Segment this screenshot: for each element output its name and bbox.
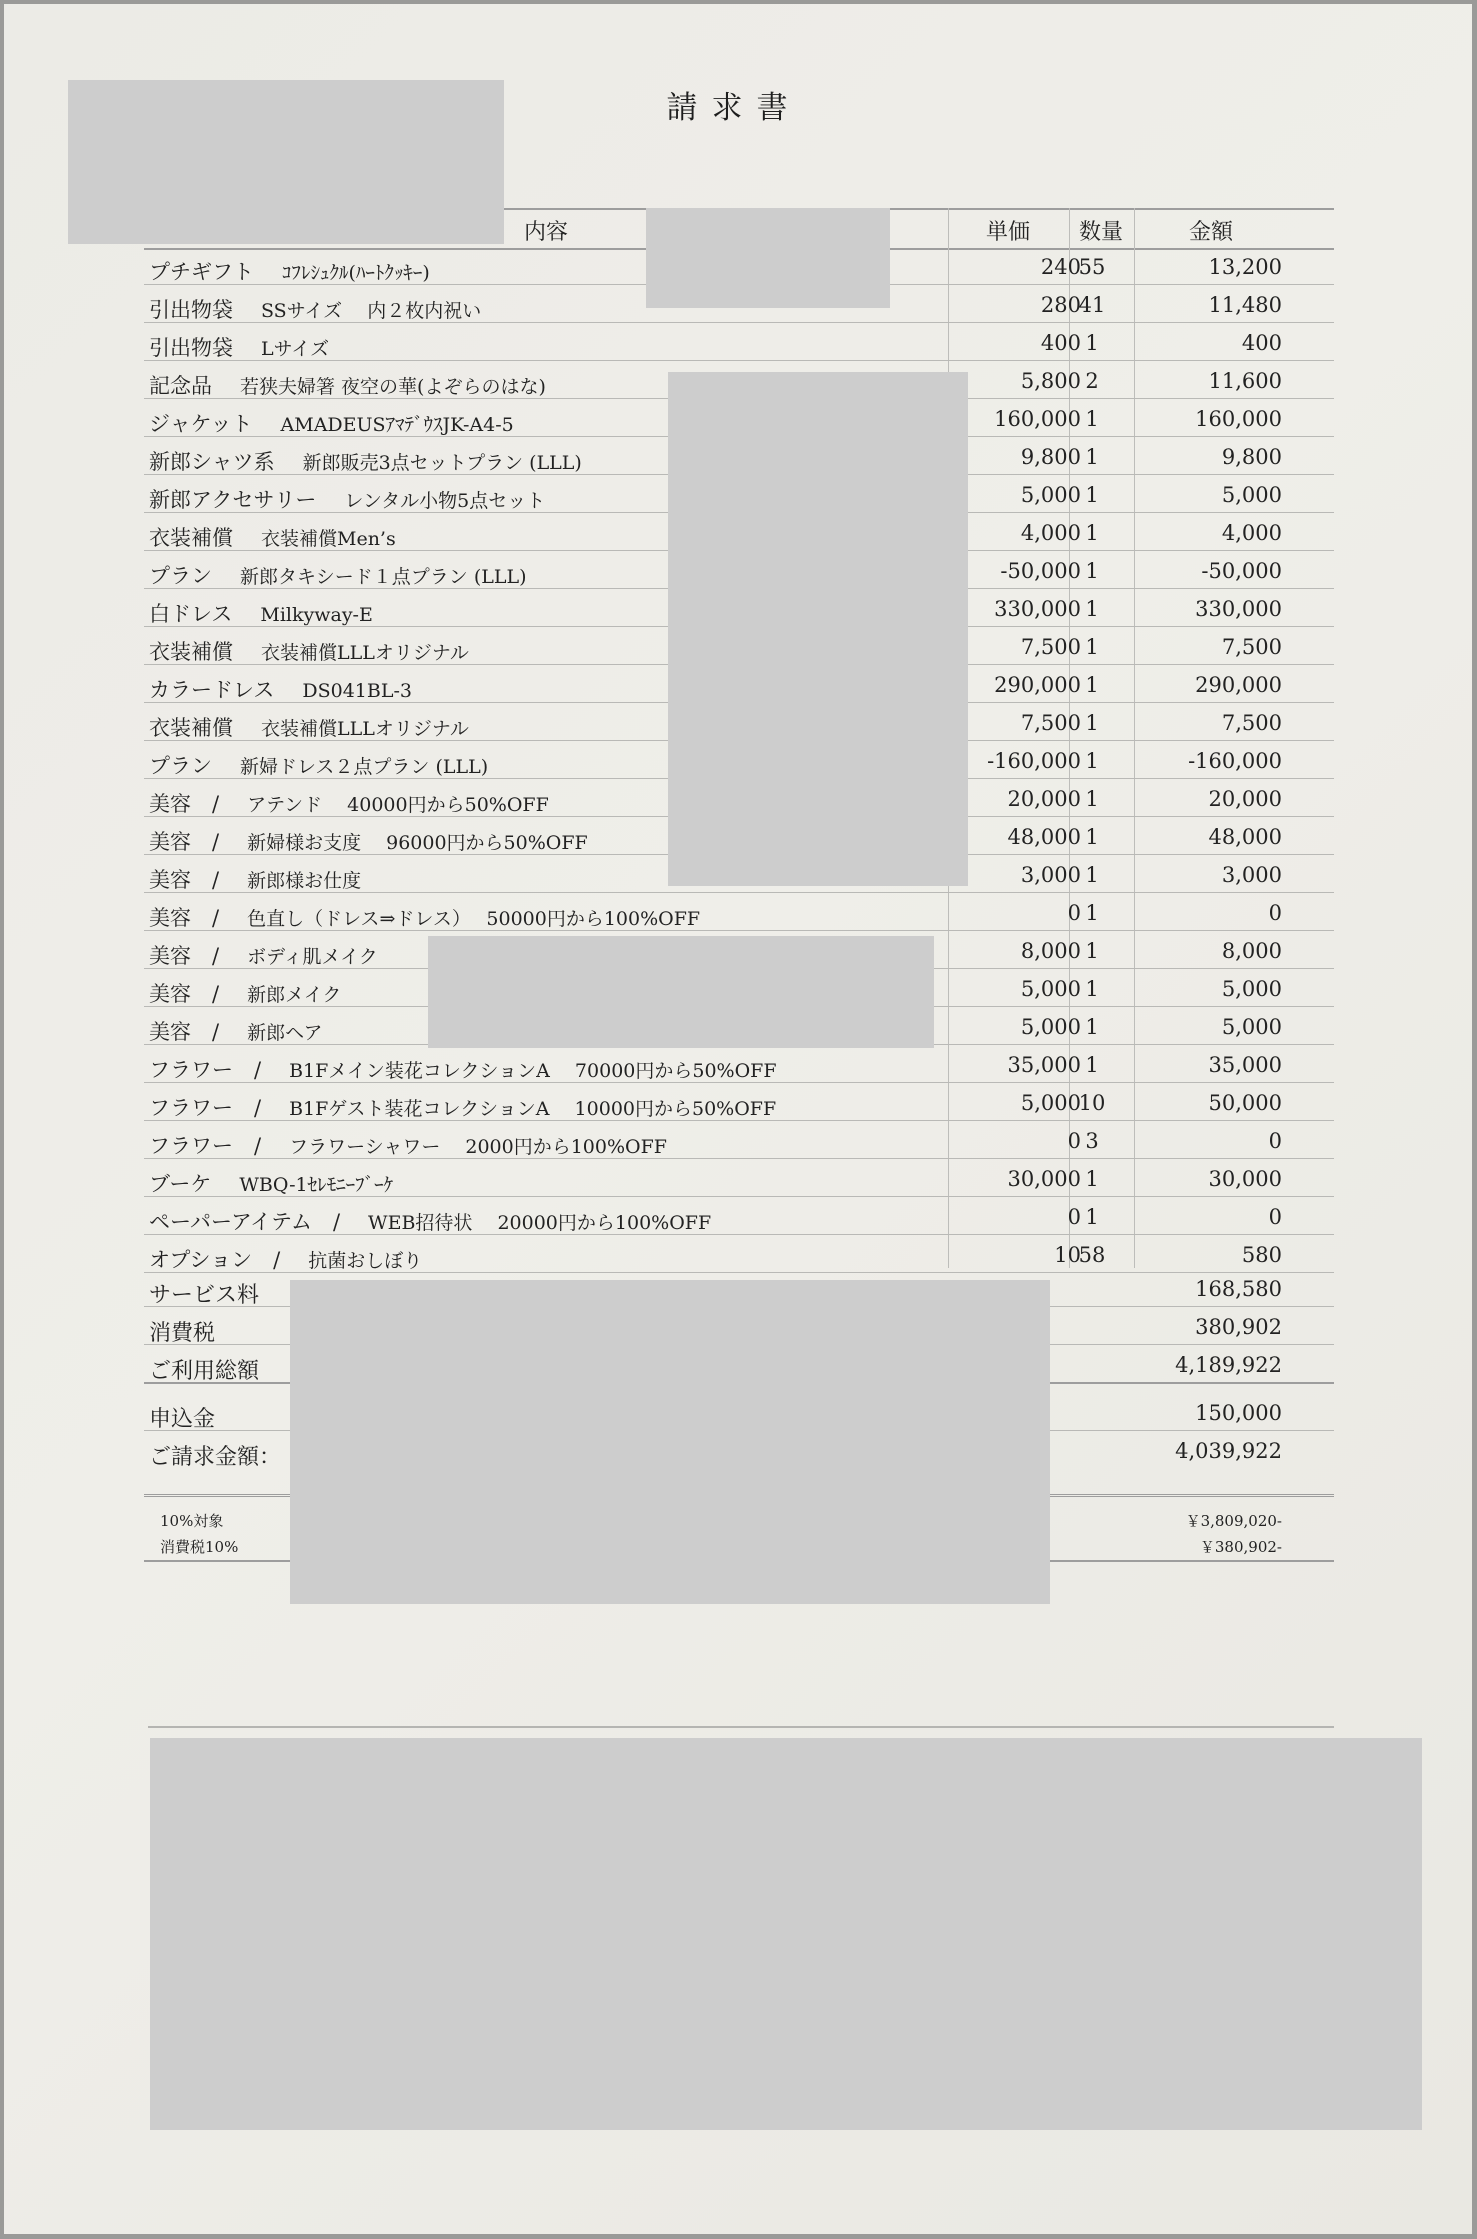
item-unit-price: 0 xyxy=(1067,1205,1081,1229)
item-category: 衣装補償 xyxy=(149,640,233,664)
item-detail: 衣装補償Men’s xyxy=(261,528,396,550)
item-category: 衣装補償 xyxy=(149,526,233,550)
item-unit-price: 10 xyxy=(1054,1243,1081,1267)
item-amount: 7,500 xyxy=(1221,711,1282,735)
header-price: 単価 xyxy=(986,220,1031,245)
item-quantity: 1 xyxy=(1085,825,1099,849)
item-detail: B1Fメイン装花コレクションA 70000円から50%OFF xyxy=(289,1060,777,1082)
item-unit-price: 5,000 xyxy=(1020,1091,1081,1115)
item-description xyxy=(149,750,488,780)
redaction-box xyxy=(428,936,934,1048)
item-amount: 5,000 xyxy=(1221,483,1282,507)
item-description xyxy=(149,256,430,286)
item-unit-price: 20,000 xyxy=(1007,787,1081,811)
item-category: 衣装補償 xyxy=(149,716,233,740)
item-category: 美容 / xyxy=(149,830,220,854)
table-row xyxy=(144,1084,1334,1121)
item-amount: -50,000 xyxy=(1201,559,1282,583)
item-unit-price: 9,800 xyxy=(1020,445,1081,469)
item-category: ジャケット xyxy=(149,412,253,436)
item-amount: 160,000 xyxy=(1195,407,1282,431)
item-quantity: 1 xyxy=(1085,597,1099,621)
item-amount: 4,000 xyxy=(1221,521,1282,545)
item-category: 新郎アクセサリー xyxy=(149,488,317,512)
item-category: 引出物袋 xyxy=(149,298,233,322)
item-quantity: 41 xyxy=(1078,293,1106,317)
item-unit-price: 4,000 xyxy=(1020,521,1081,545)
item-unit-price: 0 xyxy=(1067,1129,1081,1153)
item-quantity: 1 xyxy=(1085,407,1099,431)
item-description xyxy=(149,1130,667,1160)
item-quantity: 1 xyxy=(1085,1015,1099,1039)
item-quantity: 1 xyxy=(1085,901,1099,925)
item-quantity: 1 xyxy=(1085,673,1099,697)
summary-amount: 150,000 xyxy=(1195,1401,1282,1425)
item-amount: 580 xyxy=(1241,1243,1282,1267)
item-unit-price: 48,000 xyxy=(1007,825,1081,849)
item-description xyxy=(149,978,341,1008)
item-unit-price: 5,000 xyxy=(1020,977,1081,1001)
item-category: プラン xyxy=(149,564,212,588)
item-category: フラワー / xyxy=(149,1058,262,1082)
item-category: 美容 / xyxy=(149,1020,220,1044)
item-description xyxy=(149,332,329,362)
item-category: フラワー / xyxy=(149,1096,262,1120)
item-description xyxy=(149,826,588,856)
item-amount: 0 xyxy=(1268,901,1282,925)
item-detail: Lサイズ xyxy=(261,338,330,360)
item-detail: DS041BL-3 xyxy=(302,680,412,702)
item-description xyxy=(149,940,378,970)
table-row xyxy=(144,894,1334,931)
item-detail: B1Fゲスト装花コレクションA 10000円から50%OFF xyxy=(289,1098,777,1120)
item-category: 引出物袋 xyxy=(149,336,233,360)
item-quantity: 1 xyxy=(1085,977,1099,1001)
item-unit-price: 290,000 xyxy=(994,673,1081,697)
item-detail: 新婦様お支度 96000円から50%OFF xyxy=(247,832,588,854)
item-detail: 新郎販売3点セットプラン (LLL) xyxy=(302,452,582,474)
item-unit-price: 30,000 xyxy=(1007,1167,1081,1191)
item-quantity: 1 xyxy=(1085,787,1099,811)
summary-label: ご利用総額 xyxy=(149,1359,260,1384)
table-row xyxy=(144,324,1334,361)
table-row xyxy=(144,1122,1334,1159)
item-unit-price: 0 xyxy=(1067,901,1081,925)
item-unit-price: 35,000 xyxy=(1007,1053,1081,1077)
item-detail: 若狭夫婦箸 夜空の華(よぞらのはな) xyxy=(240,376,546,398)
item-amount: -160,000 xyxy=(1188,749,1282,773)
item-description xyxy=(149,636,469,666)
item-detail: 新郎様お仕度 xyxy=(247,870,362,892)
item-amount: 0 xyxy=(1268,1205,1282,1229)
item-amount: 11,600 xyxy=(1208,369,1282,393)
item-unit-price: 400 xyxy=(1040,331,1081,355)
item-detail: 新郎ヘア xyxy=(247,1022,323,1044)
item-category: 美容 / xyxy=(149,982,220,1006)
header-amount: 金額 xyxy=(1189,220,1234,245)
item-quantity: 58 xyxy=(1078,1243,1106,1267)
item-detail: 色直し（ドレス⇒ドレス） 50000円から100%OFF xyxy=(247,908,701,930)
item-amount: 50,000 xyxy=(1208,1091,1282,1115)
item-unit-price: 5,000 xyxy=(1020,483,1081,507)
item-amount: 35,000 xyxy=(1208,1053,1282,1077)
item-unit-price: 280 xyxy=(1040,293,1081,317)
item-description xyxy=(149,1016,323,1046)
redaction-box xyxy=(150,1738,1422,2130)
item-category: 美容 / xyxy=(149,792,220,816)
summary-label: 消費税 xyxy=(149,1321,216,1346)
item-amount: 30,000 xyxy=(1208,1167,1282,1191)
item-detail: 新郎タキシード１点プラン (LLL) xyxy=(240,566,527,588)
redaction-box xyxy=(668,372,968,886)
item-amount: 5,000 xyxy=(1221,1015,1282,1039)
item-amount: 5,000 xyxy=(1221,977,1282,1001)
item-unit-price: -50,000 xyxy=(1000,559,1081,583)
item-description xyxy=(149,1054,777,1084)
item-detail: WBQ-1ｾﾚﾓﾆｰﾌﾞｰｹ xyxy=(239,1174,394,1196)
redaction-box xyxy=(646,208,890,308)
item-category: オプション / xyxy=(149,1248,281,1272)
item-detail: ボディ肌メイク xyxy=(247,946,378,968)
table-row xyxy=(144,1236,1334,1273)
item-category: 美容 / xyxy=(149,868,220,892)
item-unit-price: -160,000 xyxy=(987,749,1081,773)
item-category: ブーケ xyxy=(149,1172,212,1196)
summary-amount: 4,039,922 xyxy=(1175,1439,1282,1463)
item-quantity: 1 xyxy=(1085,521,1099,545)
item-unit-price: 5,000 xyxy=(1020,1015,1081,1039)
item-quantity: 1 xyxy=(1085,483,1099,507)
item-quantity: 1 xyxy=(1085,445,1099,469)
item-detail: AMADEUSｱﾏﾃﾞｳｽJK-A4-5 xyxy=(280,414,514,436)
item-quantity: 10 xyxy=(1078,1091,1106,1115)
item-quantity: 1 xyxy=(1085,939,1099,963)
item-unit-price: 8,000 xyxy=(1020,939,1081,963)
item-unit-price: 160,000 xyxy=(994,407,1081,431)
item-description xyxy=(149,1206,711,1236)
item-description xyxy=(149,674,412,704)
item-quantity: 1 xyxy=(1085,749,1099,773)
item-amount: 13,200 xyxy=(1208,255,1282,279)
item-unit-price: 240 xyxy=(1040,255,1081,279)
item-detail: アテンド 40000円から50%OFF xyxy=(247,794,549,816)
invoice-title: 請求書 xyxy=(666,90,802,126)
item-description xyxy=(149,484,545,514)
item-detail: 新郎メイク xyxy=(247,984,342,1006)
item-category: ペーパーアイテム / xyxy=(149,1210,341,1234)
item-amount: 0 xyxy=(1268,1129,1282,1153)
item-quantity: 1 xyxy=(1085,331,1099,355)
item-unit-price: 330,000 xyxy=(994,597,1081,621)
summary-label: 申込金 xyxy=(149,1407,216,1432)
item-amount: 290,000 xyxy=(1195,673,1282,697)
item-detail: 衣装補償LLLオリジナル xyxy=(261,718,469,740)
item-quantity: 1 xyxy=(1085,863,1099,887)
item-category: 美容 / xyxy=(149,906,220,930)
item-detail: レンタル小物5点セット xyxy=(344,490,546,512)
invoice-page: 請求書 内容 単価 数量 金額 プチギフト ｺﾌﾚｼｭｸﾙ(ﾊｰﾄｸｯｷｰ) 240 55 13,200 引出物袋 SSサイズ 内２枚内祝い 280 41 11,480 引出物袋 Lサイズ 400 1 400 記念品 若狭夫婦箸 夜空の華(よぞらのはな) 5,800 2 11,600 ジャケット AMADEUSｱﾏﾃﾞｳｽJK-A4-5 160,000 1 160,000 新郎シャツ系 新郎販売3点セットプラン (LLL) 9,800 1 9,800 新郎アクセサリー レンタル小物5点セット 5,000 1 5,000 衣装補償 衣装補償Men’s 4,000 1 4,000 プラン 新郎タキシード１点プラン (LLL) -50,000 1 -50,000 白ドレス Milkyway-E 330,000 1 330,000 衣装補償 衣装補償LLLオリジナル 7,500 1 7,500 カラードレス DS041BL-3 290,000 1 290,000 衣装補償 衣装補償LLLオリジナル 7,500 1 7,500 プラン 新婦ドレス２点プラン (LLL) -160,000 1 -160,000 美容 / アテンド 40000円から50%OFF 20,000 1 20,000 美容 / 新婦様お支度 96000円から50%OFF 48,000 1 48,000 美容 / 新郎様お仕度 3,000 1 3,000 美容 / 色直し（ドレス⇒ドレス） 50000円から100%OFF 0 1 0 美容 / ボディ肌メイク 8,000 1 8,000 美容 / 新郎メイク 5,000 1 5,000 美容 / 新郎ヘア 5,000 1 5,000 フラワー / B1Fメイン装花コレクションA 70000円から50%OFF 35,000 1 35,000 フラワー / B1Fゲスト装花コレクションA 10000円から50%OFF 5,000 10 50,000 フラワー / フラワーシャワー 2000円から100%OFF 0 3 0 ブーケ WBQ-1ｾﾚﾓﾆｰﾌﾞｰｹ 30,000 1 30,000 ペーパーアイテム / WEB招待状 20000円から100%OFF 0 1 0 オプション / 抗菌おしぼり 10 58 580 サービス料 168,580 消費税 380,902 ご利用総額 4,189,922 申込金 150,000 ご請求金額： 4,039,922 10%対象 ￥3,809,020- 消費税10% ￥380,902- xyxy=(4,4,1472,2234)
item-amount: 48,000 xyxy=(1208,825,1282,849)
item-quantity: 2 xyxy=(1085,369,1099,393)
item-amount: 11,480 xyxy=(1208,293,1282,317)
item-category: カラードレス xyxy=(149,678,275,702)
item-quantity: 55 xyxy=(1078,255,1106,279)
item-amount: 3,000 xyxy=(1221,863,1282,887)
item-unit-price: 3,000 xyxy=(1020,863,1081,887)
item-detail: Milkyway-E xyxy=(260,604,373,626)
item-amount: 8,000 xyxy=(1221,939,1282,963)
item-description xyxy=(149,294,481,324)
item-description xyxy=(149,712,469,742)
summary-amount: 168,580 xyxy=(1195,1277,1282,1301)
item-amount: 9,800 xyxy=(1221,445,1282,469)
header-qty: 数量 xyxy=(1079,220,1124,245)
item-amount: 20,000 xyxy=(1208,787,1282,811)
item-quantity: 1 xyxy=(1085,635,1099,659)
item-detail: 抗菌おしぼり xyxy=(308,1250,423,1272)
item-detail: WEB招待状 20000円から100%OFF xyxy=(368,1212,712,1234)
item-description xyxy=(149,522,396,552)
table-row xyxy=(144,1198,1334,1235)
item-category: フラワー / xyxy=(149,1134,262,1158)
item-category: 記念品 xyxy=(149,374,212,398)
item-description xyxy=(149,446,582,476)
item-detail: SSサイズ 内２枚内祝い xyxy=(261,300,482,322)
item-description xyxy=(149,902,700,932)
summary-amount: 380,902 xyxy=(1195,1315,1282,1339)
item-description xyxy=(149,560,527,590)
item-unit-price: 7,500 xyxy=(1020,711,1081,735)
item-unit-price: 5,800 xyxy=(1020,369,1081,393)
item-amount: 330,000 xyxy=(1195,597,1282,621)
item-quantity: 1 xyxy=(1085,559,1099,583)
header-desc: 内容 xyxy=(524,220,569,245)
footer-rule xyxy=(148,1726,1334,1728)
summary-amount: 4,189,922 xyxy=(1175,1353,1282,1377)
item-detail: ｺﾌﾚｼｭｸﾙ(ﾊｰﾄｸｯｷｰ) xyxy=(282,262,430,284)
item-description xyxy=(149,788,549,818)
item-description xyxy=(149,1092,776,1122)
table-row xyxy=(144,1160,1334,1197)
item-detail: 新婦ドレス２点プラン (LLL) xyxy=(240,756,489,778)
item-description xyxy=(149,1168,393,1198)
item-quantity: 1 xyxy=(1085,1167,1099,1191)
item-quantity: 1 xyxy=(1085,711,1099,735)
item-quantity: 1 xyxy=(1085,1053,1099,1077)
item-unit-price: 7,500 xyxy=(1020,635,1081,659)
item-category: プラン xyxy=(149,754,212,778)
item-quantity: 1 xyxy=(1085,1205,1099,1229)
redaction-box xyxy=(290,1280,1050,1604)
item-category: プチギフト xyxy=(149,260,254,284)
item-category: 新郎シャツ系 xyxy=(149,450,275,474)
redaction-box xyxy=(68,80,504,244)
item-description xyxy=(149,408,514,438)
summary-label: サービス料 xyxy=(149,1283,260,1308)
table-row xyxy=(144,1046,1334,1083)
item-detail: フラワーシャワー 2000円から100%OFF xyxy=(289,1136,667,1158)
item-category: 白ドレス xyxy=(149,602,233,626)
item-description xyxy=(149,370,546,400)
item-detail: 衣装補償LLLオリジナル xyxy=(261,642,469,664)
item-description xyxy=(149,598,373,628)
item-amount: 7,500 xyxy=(1221,635,1282,659)
item-quantity: 3 xyxy=(1085,1129,1099,1153)
item-description xyxy=(149,864,361,894)
item-category: 美容 / xyxy=(149,944,220,968)
item-amount: 400 xyxy=(1241,331,1282,355)
summary-label: ご請求金額： xyxy=(149,1445,282,1470)
